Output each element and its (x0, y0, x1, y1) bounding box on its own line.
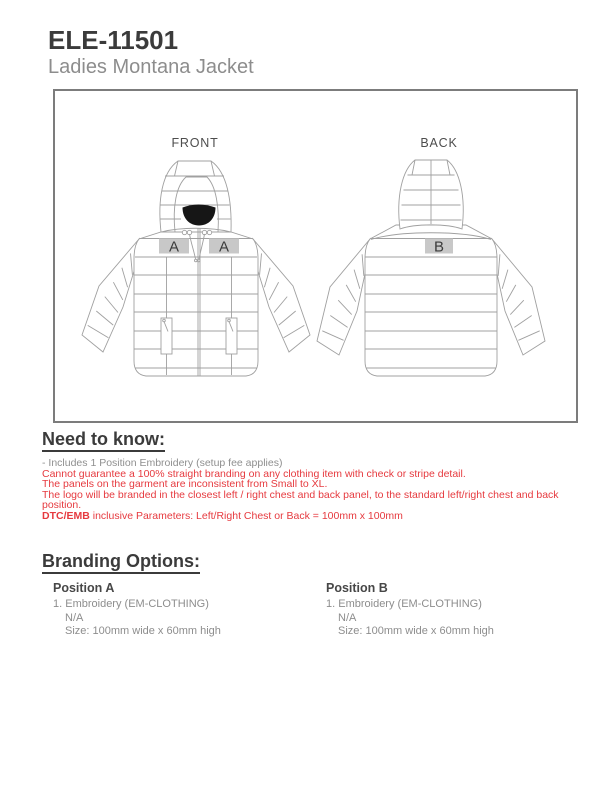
product-sku: ELE-11501 (48, 25, 179, 55)
parameters-line (42, 511, 578, 522)
position-a-method: 1. Embroidery (EM-CLOTHING) (53, 598, 209, 610)
warning-line-2: The panels on the garment are inconsistent from Small to XL. (42, 478, 328, 491)
position-a-title: Position A (53, 581, 115, 595)
need-to-know-notes (42, 458, 578, 522)
position-b-method: 1. Embroidery (EM-CLOTHING) (326, 598, 482, 610)
position-b-title: Position B (326, 581, 388, 595)
marker-letter-b: B (433, 238, 445, 256)
need-to-know-section (42, 429, 578, 522)
position-b-detail: N/A (338, 611, 357, 624)
parameters-label: DTC/EMB (42, 509, 90, 522)
need-to-know-heading: Need to know: (42, 429, 165, 452)
front-view-label: FRONT (171, 136, 219, 150)
back-view-label: BACK (420, 136, 458, 150)
position-a-block (42, 581, 315, 639)
product-name: Ladies Montana Jacket (48, 56, 254, 78)
parameters-text: inclusive Parameters: Left/Right Chest or Back = 100mm x 100mm (89, 509, 403, 522)
warning-line-1: Cannot guarantee a 100% straight branding on any clothing item with check or stripe detail. (42, 467, 466, 480)
position-b-size: Size: 100mm wide x 60mm high (338, 625, 494, 637)
branding-options-section (42, 551, 578, 639)
branding-options-heading: Branding Options: (42, 551, 200, 574)
marker-letter-a-left: A (168, 238, 180, 256)
jacket-back-drawing (317, 160, 545, 376)
warning-line-3: The logo will be branded in the closest left / right chest and back panel, to the standard left/right chest and back position. (42, 488, 559, 512)
jacket-front-drawing (82, 161, 310, 376)
position-b-block (315, 581, 494, 639)
position-a-size: Size: 100mm wide x 60mm high (65, 625, 221, 637)
setup-fee-note: - Includes 1 Position Embroidery (setup fee applies) (42, 457, 283, 469)
marker-letter-a-right: A (218, 238, 230, 256)
position-a-detail: N/A (65, 611, 84, 624)
garment-diagram (55, 91, 576, 421)
branding-positions-row (42, 581, 578, 639)
garment-diagram-panel (53, 89, 578, 423)
